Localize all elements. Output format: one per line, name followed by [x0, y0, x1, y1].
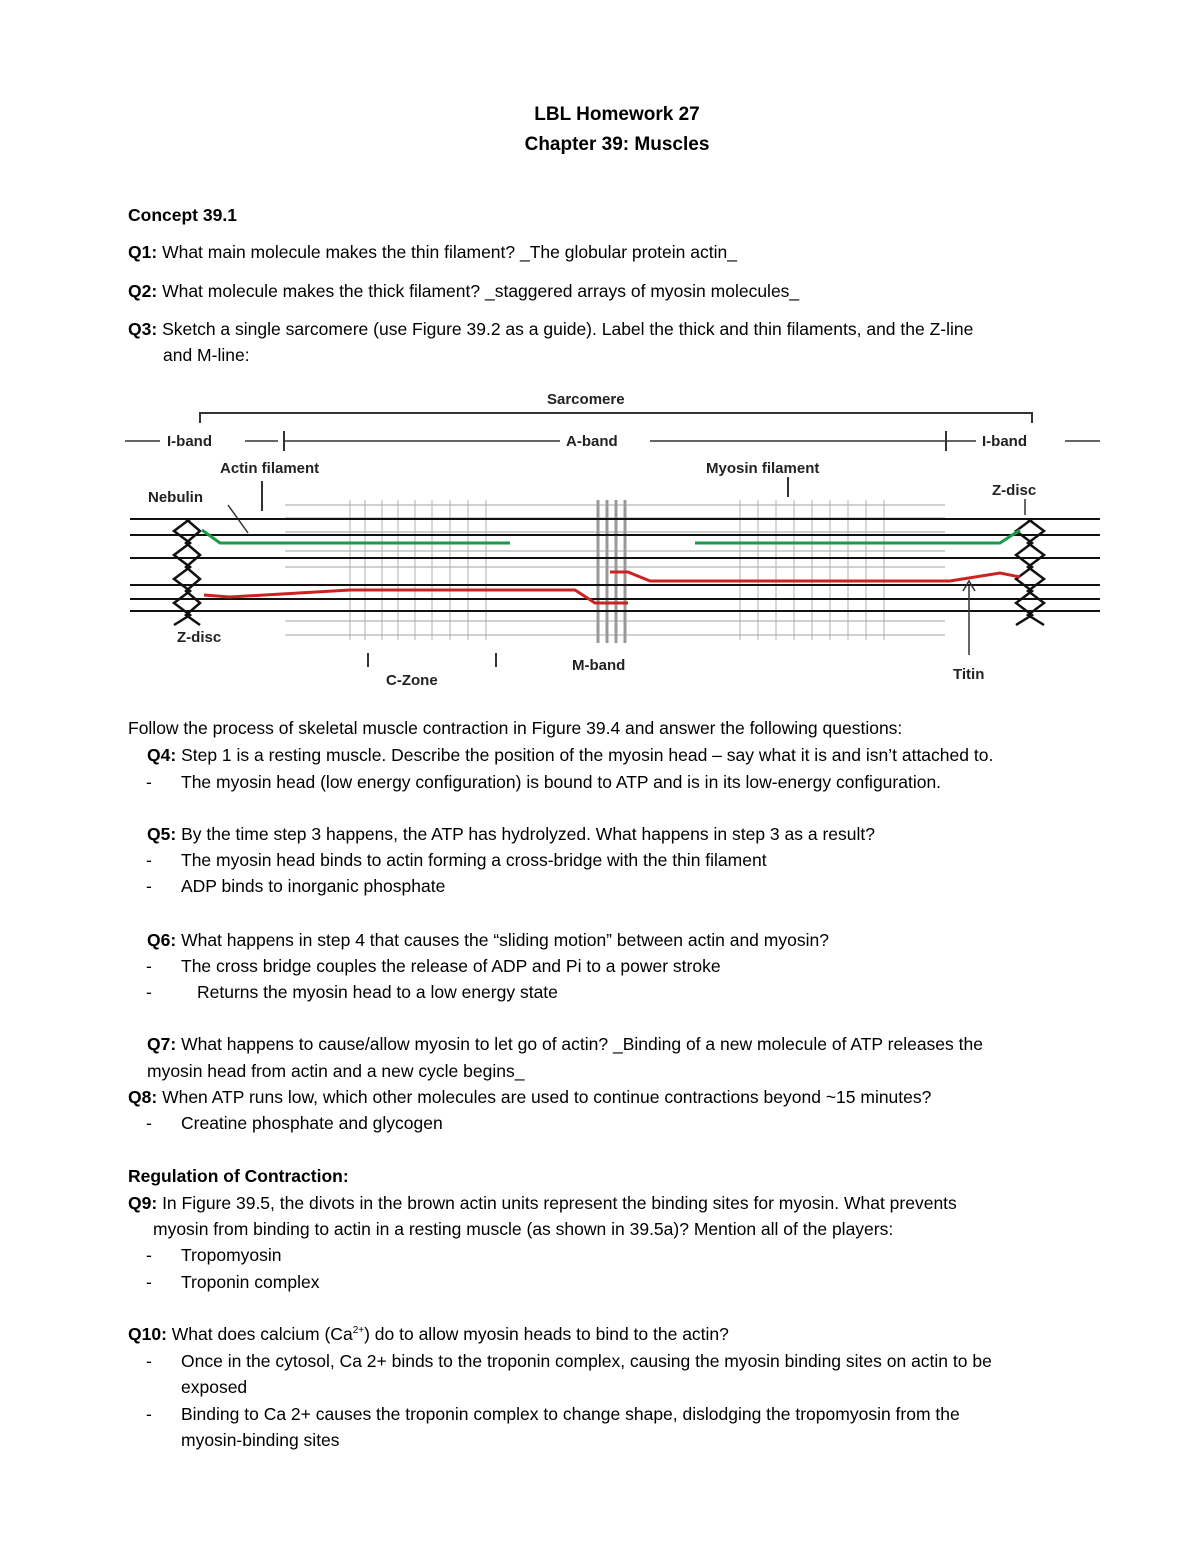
question-q1: [128, 242, 737, 263]
q3-label: Q3:: [128, 319, 158, 339]
q9-text-cont: myosin from binding to actin in a resting muscle (as shown in 39.5a)? Mention all of the players:: [153, 1219, 894, 1239]
list-dash: -: [146, 1113, 152, 1133]
q9-label: Q9:: [128, 1193, 158, 1213]
list-dash: -: [146, 956, 152, 976]
list-dash: -: [146, 1245, 152, 1265]
q10-answer-2-cont: myosin-binding sites: [181, 1430, 340, 1450]
aband-label: A-band: [566, 433, 618, 450]
q6-text: What happens in step 4 that causes the “sliding motion” between actin and myosin?: [181, 930, 829, 950]
q2-label: Q2:: [128, 281, 158, 301]
q3-text-cont: and M-line:: [163, 345, 250, 365]
sarcomere-bracket: [200, 413, 1032, 423]
q6-label: Q6:: [147, 930, 177, 950]
nebulin-label: Nebulin: [148, 489, 203, 506]
q10-answer-1: Once in the cytosol, Ca 2+ binds to the troponin complex, causing the myosin binding sites on actin to be: [181, 1351, 992, 1371]
q5-answer-1: The myosin head binds to actin forming a cross-bridge with the thin filament: [181, 850, 767, 870]
q4-answer-1: The myosin head (low energy configuration) is bound to ATP and is in its low-energy configuration.: [181, 772, 942, 792]
titin-line-left: [204, 590, 628, 603]
concept-heading: Concept 39.1: [128, 205, 237, 225]
question-q6: [147, 930, 829, 951]
q5-text: By the time step 3 happens, the ATP has hydrolyzed. What happens in step 3 as a result?: [181, 824, 875, 844]
contraction-intro: Follow the process of skeletal muscle contraction in Figure 39.4 and answer the following questions:: [128, 718, 903, 738]
q5-label: Q5:: [147, 824, 177, 844]
iband-left-label: I-band: [167, 433, 212, 450]
question-q10: [128, 1324, 729, 1345]
titin-label: Titin: [953, 666, 985, 683]
q4-text: Step 1 is a resting muscle. Describe the position of the myosin head – say what it is and isn’t attached to.: [181, 745, 994, 765]
q10-label: Q10:: [128, 1324, 167, 1344]
czone-label: C-Zone: [386, 672, 438, 689]
q9-answer-2: Troponin complex: [181, 1272, 320, 1292]
q5-answer-2: ADP binds to inorganic phosphate: [181, 876, 446, 896]
q8-label: Q8:: [128, 1087, 158, 1107]
q3-text: Sketch a single sarcomere (use Figure 39.2 as a guide). Label the thick and thin filaments, and the Z-line: [162, 319, 974, 339]
zdisc-top-label: Z-disc: [992, 482, 1037, 499]
list-dash: -: [146, 772, 152, 792]
q4-label: Q4:: [147, 745, 177, 765]
page-title: LBL Homework 27: [534, 104, 700, 125]
regulation-heading: Regulation of Contraction:: [128, 1166, 349, 1186]
list-dash: -: [146, 1272, 152, 1292]
q6-answer-2: Returns the myosin head to a low energy state: [197, 982, 558, 1002]
question-q7: [147, 1034, 983, 1055]
q7-label: Q7:: [147, 1034, 177, 1054]
iband-right-label: I-band: [982, 433, 1027, 450]
actin-label: Actin filament: [220, 460, 320, 477]
q8-answer-1: Creatine phosphate and glycogen: [181, 1113, 443, 1133]
question-q3: [128, 319, 973, 340]
zdisc-bottom-label: Z-disc: [177, 629, 222, 646]
list-dash: -: [146, 1351, 152, 1371]
q2-text: What molecule makes the thick filament? _staggered arrays of myosin molecules_: [162, 281, 800, 301]
titin-line-right: [610, 572, 1020, 581]
q8-text: When ATP runs low, which other molecules are used to continue contractions beyond ~15 minutes?: [162, 1087, 932, 1107]
list-dash: -: [146, 850, 152, 870]
list-dash: -: [146, 876, 152, 896]
q6-answer-1: The cross bridge couples the release of ADP and Pi to a power stroke: [181, 956, 721, 976]
question-q2: [128, 281, 799, 302]
question-q9: [128, 1193, 957, 1214]
question-q5: [147, 824, 875, 845]
q10-answer-2: Binding to Ca 2+ causes the troponin complex to change shape, dislodging the tropomyosin from the: [181, 1404, 960, 1424]
q7-text-cont: myosin head from actin and a new cycle begins_: [147, 1061, 525, 1081]
sarcomere-label: Sarcomere: [547, 391, 625, 408]
question-q4: [147, 745, 993, 766]
q9-text: In Figure 39.5, the divots in the brown actin units represent the binding sites for myosin. What prevents: [162, 1193, 957, 1213]
q1-label: Q1:: [128, 242, 158, 262]
q10-text-before: What does calcium (Ca: [171, 1324, 353, 1344]
page-subtitle: Chapter 39: Muscles: [524, 134, 710, 155]
q10-text-after: ) do to allow myosin heads to bind to the actin?: [364, 1324, 729, 1344]
myosin-label: Myosin filament: [706, 460, 820, 477]
q10-answer-1-cont: exposed: [181, 1377, 248, 1397]
mband-label: M-band: [572, 657, 626, 674]
q1-text: What main molecule makes the thin filament? _The globular protein actin_: [162, 242, 737, 262]
q7-text: What happens to cause/allow myosin to let go of actin? _Binding of a new molecule of ATP releases the: [181, 1034, 983, 1054]
q10-superscript: 2+: [352, 1325, 365, 1336]
q9-answer-1: Tropomyosin: [181, 1245, 282, 1265]
sarcomere-diagram: [120, 385, 1110, 690]
list-dash: -: [146, 982, 152, 1002]
question-q8: [128, 1087, 931, 1108]
list-dash: -: [146, 1404, 152, 1424]
